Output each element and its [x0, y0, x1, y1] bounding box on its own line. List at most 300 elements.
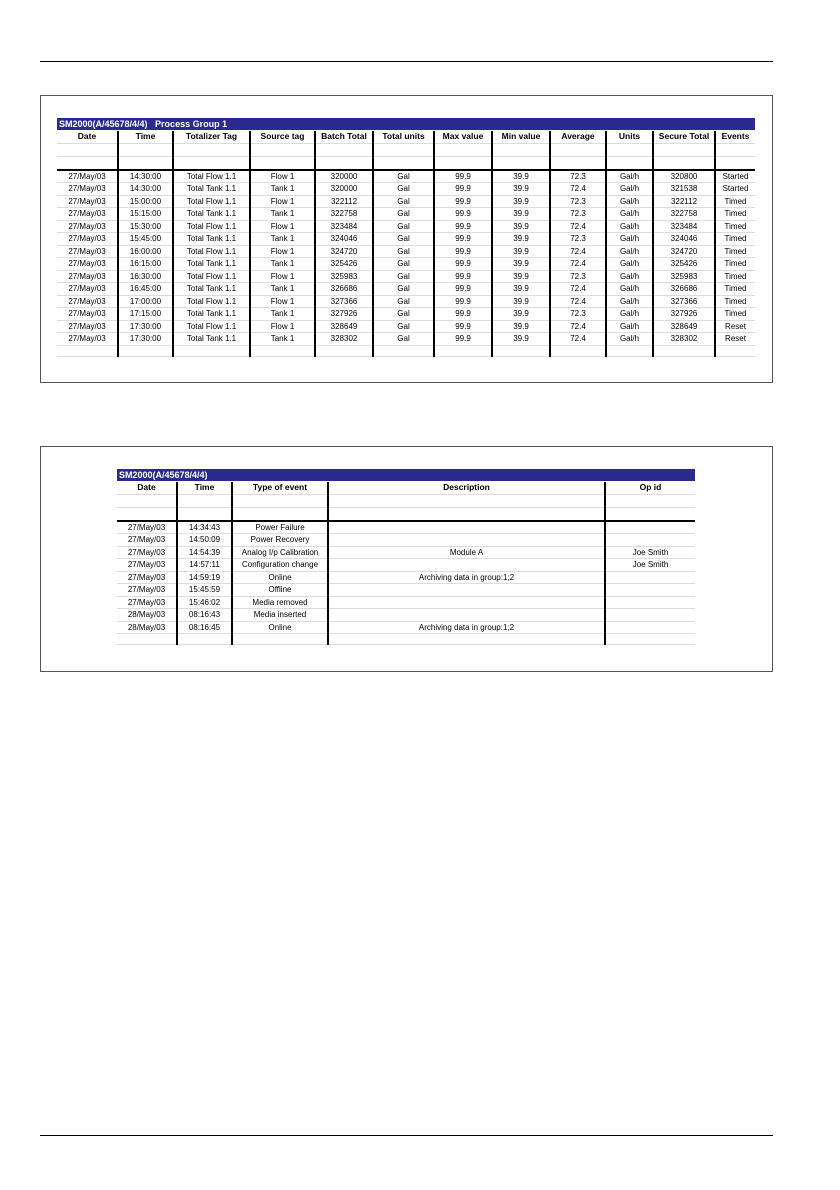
total-units-cell: Gal	[373, 333, 434, 346]
type-of-event-cell: Media removed	[232, 596, 328, 609]
units-cell: Gal/h	[606, 320, 653, 333]
events-cell: Started	[715, 183, 755, 196]
time-cell: 15:30:00	[118, 220, 173, 233]
events-cell: Timed	[715, 233, 755, 246]
empty-cell	[715, 156, 755, 170]
average-cell: 72.4	[550, 183, 606, 196]
empty-cell	[328, 507, 605, 521]
date-cell: 27/May/03	[57, 295, 118, 308]
time-cell: 14:59:19	[177, 571, 232, 584]
empty-cell	[118, 345, 173, 356]
date-cell: 27/May/03	[57, 220, 118, 233]
empty-cell	[117, 494, 177, 507]
time-cell: 14:57:11	[177, 559, 232, 572]
batch-total-cell: 324046	[315, 233, 373, 246]
empty-cell	[715, 345, 755, 356]
col-time-header: Time	[177, 482, 232, 494]
table-row	[117, 559, 695, 572]
units-cell: Gal/h	[606, 333, 653, 346]
batch-total-cell: 320000	[315, 170, 373, 183]
totalizer-tag-cell: Total Flow 1.1	[173, 170, 250, 183]
op-id-cell	[605, 584, 695, 597]
time-cell: 15:00:00	[118, 195, 173, 208]
description-cell	[328, 559, 605, 572]
empty-cell	[328, 634, 605, 645]
totalizer-tag-cell: Total Flow 1.1	[173, 245, 250, 258]
batch-total-cell: 327926	[315, 308, 373, 321]
time-cell: 16:00:00	[118, 245, 173, 258]
type-of-event-cell: Power Recovery	[232, 534, 328, 547]
total-units-cell: Gal	[373, 283, 434, 296]
date-cell: 27/May/03	[57, 333, 118, 346]
empty-cell	[606, 156, 653, 170]
secure-total-cell: 324046	[653, 233, 715, 246]
date-cell: 27/May/03	[117, 571, 177, 584]
source-tag-cell: Tank 1	[250, 283, 315, 296]
events-cell: Started	[715, 170, 755, 183]
empty-cell	[434, 156, 492, 170]
col-units-header: Units	[606, 131, 653, 143]
time-cell: 14:30:00	[118, 170, 173, 183]
time-cell: 16:45:00	[118, 283, 173, 296]
trailing-row	[117, 634, 695, 645]
totalizer-tag-cell: Total Flow 1.1	[173, 220, 250, 233]
secure-total-cell: 327366	[653, 295, 715, 308]
op-id-cell	[605, 571, 695, 584]
source-tag-cell: Flow 1	[250, 270, 315, 283]
empty-cell	[606, 345, 653, 356]
col-time-header: Time	[118, 131, 173, 143]
date-cell: 28/May/03	[117, 621, 177, 634]
empty-cell	[232, 507, 328, 521]
units-cell: Gal/h	[606, 308, 653, 321]
max-value-cell: 99.9	[434, 333, 492, 346]
events-cell: Timed	[715, 295, 755, 308]
max-value-cell: 99.9	[434, 295, 492, 308]
secure-total-cell: 328649	[653, 320, 715, 333]
total-units-cell: Gal	[373, 270, 434, 283]
totalizer-tag-cell: Total Tank 1.1	[173, 283, 250, 296]
max-value-cell: 99.9	[434, 220, 492, 233]
date-cell: 27/May/03	[57, 308, 118, 321]
trailing-row	[57, 345, 755, 356]
event-log-title: SM2000(A/45678/4/4)	[117, 469, 695, 481]
max-value-cell: 99.9	[434, 170, 492, 183]
type-of-event-cell: Configuration change	[232, 559, 328, 572]
source-tag-cell: Tank 1	[250, 258, 315, 271]
time-cell: 15:45:59	[177, 584, 232, 597]
event-log-body	[117, 494, 695, 645]
empty-cell	[315, 143, 373, 156]
op-id-cell	[605, 521, 695, 534]
batch-total-cell: 328302	[315, 333, 373, 346]
events-cell: Timed	[715, 308, 755, 321]
event-header-row	[117, 482, 695, 494]
date-cell: 27/May/03	[57, 320, 118, 333]
empty-cell	[315, 345, 373, 356]
average-cell: 72.4	[550, 258, 606, 271]
empty-cell	[550, 345, 606, 356]
min-value-cell: 39.9	[492, 208, 550, 221]
batch-total-cell: 327366	[315, 295, 373, 308]
max-value-cell: 99.9	[434, 270, 492, 283]
empty-cell	[57, 143, 118, 156]
blank-row	[117, 494, 695, 507]
total-units-cell: Gal	[373, 170, 434, 183]
table-row	[117, 609, 695, 622]
units-cell: Gal/h	[606, 195, 653, 208]
total-units-cell: Gal	[373, 245, 434, 258]
empty-cell	[177, 634, 232, 645]
totalizer-tag-cell: Total Flow 1.1	[173, 295, 250, 308]
date-cell: 27/May/03	[57, 258, 118, 271]
totalizer-log-figure	[40, 95, 773, 383]
events-cell: Timed	[715, 245, 755, 258]
max-value-cell: 99.9	[434, 283, 492, 296]
events-cell: Reset	[715, 333, 755, 346]
totalizer-log-table	[57, 131, 755, 357]
header-rule	[40, 61, 773, 62]
date-cell: 27/May/03	[57, 195, 118, 208]
empty-cell	[177, 507, 232, 521]
events-cell: Timed	[715, 208, 755, 221]
min-value-cell: 39.9	[492, 183, 550, 196]
col-date-header: Date	[117, 482, 177, 494]
units-cell: Gal/h	[606, 183, 653, 196]
footer-rule	[40, 1135, 773, 1136]
max-value-cell: 99.9	[434, 320, 492, 333]
empty-cell	[550, 156, 606, 170]
units-cell: Gal/h	[606, 258, 653, 271]
batch-total-cell: 324720	[315, 245, 373, 258]
totalizer-tag-cell: Total Tank 1.1	[173, 208, 250, 221]
min-value-cell: 39.9	[492, 258, 550, 271]
min-value-cell: 39.9	[492, 245, 550, 258]
max-value-cell: 99.9	[434, 245, 492, 258]
type-of-event-cell: Power Failure	[232, 521, 328, 534]
source-tag-cell: Flow 1	[250, 320, 315, 333]
empty-cell	[250, 156, 315, 170]
description-cell: Archiving data in group:1;2	[328, 621, 605, 634]
events-cell: Timed	[715, 270, 755, 283]
source-tag-cell: Tank 1	[250, 183, 315, 196]
col-secure-total-header: Secure Total	[653, 131, 715, 143]
units-cell: Gal/h	[606, 245, 653, 258]
table-row	[57, 245, 755, 258]
blank-row	[57, 143, 755, 156]
table-row	[57, 233, 755, 246]
average-cell: 72.3	[550, 195, 606, 208]
table-row	[57, 170, 755, 183]
min-value-cell: 39.9	[492, 333, 550, 346]
time-cell: 15:15:00	[118, 208, 173, 221]
average-cell: 72.4	[550, 245, 606, 258]
totalizer-tag-cell: Total Tank 1.1	[173, 258, 250, 271]
max-value-cell: 99.9	[434, 233, 492, 246]
table-row	[57, 195, 755, 208]
average-cell: 72.4	[550, 283, 606, 296]
empty-cell	[605, 494, 695, 507]
totalizer-tag-cell: Total Tank 1.1	[173, 183, 250, 196]
empty-cell	[653, 156, 715, 170]
col-average-header: Average	[550, 131, 606, 143]
time-cell: 15:45:00	[118, 233, 173, 246]
units-cell: Gal/h	[606, 283, 653, 296]
description-cell: Archiving data in group:1;2	[328, 571, 605, 584]
time-cell: 17:00:00	[118, 295, 173, 308]
op-id-cell: Joe Smith	[605, 546, 695, 559]
empty-cell	[373, 156, 434, 170]
average-cell: 72.4	[550, 333, 606, 346]
total-units-cell: Gal	[373, 195, 434, 208]
op-id-cell	[605, 534, 695, 547]
date-cell: 27/May/03	[57, 245, 118, 258]
totalizer-log-body	[57, 143, 755, 356]
type-of-event-cell: Online	[232, 621, 328, 634]
total-units-cell: Gal	[373, 208, 434, 221]
total-units-cell: Gal	[373, 308, 434, 321]
units-cell: Gal/h	[606, 233, 653, 246]
empty-cell	[492, 143, 550, 156]
min-value-cell: 39.9	[492, 270, 550, 283]
table-row	[57, 270, 755, 283]
min-value-cell: 39.9	[492, 233, 550, 246]
secure-total-cell: 327926	[653, 308, 715, 321]
secure-total-cell: 326686	[653, 283, 715, 296]
secure-total-cell: 321538	[653, 183, 715, 196]
type-of-event-cell: Analog I/p Calibration	[232, 546, 328, 559]
secure-total-cell: 324720	[653, 245, 715, 258]
empty-cell	[117, 507, 177, 521]
max-value-cell: 99.9	[434, 183, 492, 196]
average-cell: 72.3	[550, 270, 606, 283]
date-cell: 27/May/03	[57, 270, 118, 283]
event-log-table	[117, 482, 695, 645]
events-cell: Reset	[715, 320, 755, 333]
empty-cell	[434, 143, 492, 156]
table-row	[57, 320, 755, 333]
empty-cell	[715, 143, 755, 156]
blank-row	[57, 156, 755, 170]
table-row	[57, 183, 755, 196]
description-cell	[328, 584, 605, 597]
min-value-cell: 39.9	[492, 220, 550, 233]
average-cell: 72.3	[550, 308, 606, 321]
average-cell: 72.4	[550, 320, 606, 333]
max-value-cell: 99.9	[434, 208, 492, 221]
events-cell: Timed	[715, 220, 755, 233]
time-cell: 15:46:02	[177, 596, 232, 609]
time-cell: 08:16:43	[177, 609, 232, 622]
units-cell: Gal/h	[606, 208, 653, 221]
col-batch-total-header: Batch Total	[315, 131, 373, 143]
batch-total-cell: 322758	[315, 208, 373, 221]
empty-cell	[605, 507, 695, 521]
min-value-cell: 39.9	[492, 283, 550, 296]
min-value-cell: 39.9	[492, 308, 550, 321]
batch-total-cell: 322112	[315, 195, 373, 208]
table-row	[57, 258, 755, 271]
empty-cell	[250, 143, 315, 156]
col-op-id-header: Op id	[605, 482, 695, 494]
time-cell: 17:30:00	[118, 320, 173, 333]
totalizer-header-row	[57, 131, 755, 143]
events-cell: Timed	[715, 258, 755, 271]
totalizer-tag-cell: Total Tank 1.1	[173, 333, 250, 346]
col-source-tag-header: Source tag	[250, 131, 315, 143]
source-tag-cell: Flow 1	[250, 220, 315, 233]
description-cell	[328, 596, 605, 609]
source-tag-cell: Tank 1	[250, 208, 315, 221]
time-cell: 16:15:00	[118, 258, 173, 271]
empty-cell	[57, 345, 118, 356]
max-value-cell: 99.9	[434, 195, 492, 208]
totalizer-tag-cell: Total Tank 1.1	[173, 233, 250, 246]
op-id-cell	[605, 596, 695, 609]
op-id-cell	[605, 621, 695, 634]
date-cell: 27/May/03	[117, 534, 177, 547]
source-tag-cell: Flow 1	[250, 170, 315, 183]
blank-row	[117, 507, 695, 521]
date-cell: 27/May/03	[57, 170, 118, 183]
date-cell: 27/May/03	[57, 233, 118, 246]
time-cell: 14:30:00	[118, 183, 173, 196]
col-events-header: Events	[715, 131, 755, 143]
secure-total-cell: 323484	[653, 220, 715, 233]
total-units-cell: Gal	[373, 320, 434, 333]
empty-cell	[606, 143, 653, 156]
totalizer-tag-cell: Total Flow 1.1	[173, 195, 250, 208]
batch-total-cell: 326686	[315, 283, 373, 296]
date-cell: 27/May/03	[117, 584, 177, 597]
secure-total-cell: 320800	[653, 170, 715, 183]
date-cell: 27/May/03	[57, 208, 118, 221]
events-cell: Timed	[715, 195, 755, 208]
type-of-event-cell: Media inserted	[232, 609, 328, 622]
min-value-cell: 39.9	[492, 195, 550, 208]
col-total-units-header: Total units	[373, 131, 434, 143]
empty-cell	[492, 345, 550, 356]
max-value-cell: 99.9	[434, 308, 492, 321]
max-value-cell: 99.9	[434, 258, 492, 271]
description-cell: Module A	[328, 546, 605, 559]
empty-cell	[550, 143, 606, 156]
date-cell: 27/May/03	[57, 283, 118, 296]
col-totalizer-tag-header: Totalizer Tag	[173, 131, 250, 143]
source-tag-cell: Flow 1	[250, 195, 315, 208]
totalizer-tag-cell: Total Flow 1.1	[173, 320, 250, 333]
table-row	[57, 333, 755, 346]
table-row	[57, 308, 755, 321]
batch-total-cell: 323484	[315, 220, 373, 233]
batch-total-cell: 320000	[315, 183, 373, 196]
empty-cell	[177, 494, 232, 507]
batch-total-cell: 325983	[315, 270, 373, 283]
empty-cell	[434, 345, 492, 356]
min-value-cell: 39.9	[492, 320, 550, 333]
source-tag-cell: Tank 1	[250, 333, 315, 346]
units-cell: Gal/h	[606, 170, 653, 183]
empty-cell	[250, 345, 315, 356]
totalizer-tag-cell: Total Tank 1.1	[173, 308, 250, 321]
source-tag-cell: Tank 1	[250, 308, 315, 321]
col-description-header: Description	[328, 482, 605, 494]
empty-cell	[117, 634, 177, 645]
source-tag-cell: Flow 1	[250, 245, 315, 258]
time-cell: 14:54:39	[177, 546, 232, 559]
empty-cell	[173, 156, 250, 170]
secure-total-cell: 328302	[653, 333, 715, 346]
total-units-cell: Gal	[373, 233, 434, 246]
totalizer-tag-cell: Total Flow 1.1	[173, 270, 250, 283]
empty-cell	[605, 634, 695, 645]
average-cell: 72.3	[550, 208, 606, 221]
units-cell: Gal/h	[606, 270, 653, 283]
date-cell: 27/May/03	[117, 546, 177, 559]
col-max-value-header: Max value	[434, 131, 492, 143]
date-cell: 27/May/03	[117, 559, 177, 572]
secure-total-cell: 322112	[653, 195, 715, 208]
table-row	[57, 295, 755, 308]
table-row	[57, 208, 755, 221]
time-cell: 14:34:43	[177, 521, 232, 534]
empty-cell	[57, 156, 118, 170]
table-row	[57, 220, 755, 233]
empty-cell	[118, 143, 173, 156]
average-cell: 72.4	[550, 295, 606, 308]
source-tag-cell: Flow 1	[250, 295, 315, 308]
date-cell: 28/May/03	[117, 609, 177, 622]
time-cell: 17:30:00	[118, 333, 173, 346]
date-cell: 27/May/03	[117, 521, 177, 534]
units-cell: Gal/h	[606, 220, 653, 233]
events-cell: Timed	[715, 283, 755, 296]
table-row	[117, 521, 695, 534]
average-cell: 72.3	[550, 233, 606, 246]
table-row	[117, 596, 695, 609]
time-cell: 08:16:45	[177, 621, 232, 634]
col-date-header: Date	[57, 131, 118, 143]
totalizer-log-title: SM2000(A/45678/4/4) Process Group 1	[57, 118, 755, 130]
description-cell	[328, 534, 605, 547]
empty-cell	[653, 143, 715, 156]
empty-cell	[232, 494, 328, 507]
col-type-of-event-header: Type of event	[232, 482, 328, 494]
event-log-figure	[40, 446, 773, 672]
empty-cell	[653, 345, 715, 356]
empty-cell	[328, 494, 605, 507]
table-row	[117, 571, 695, 584]
time-cell: 14:50:09	[177, 534, 232, 547]
units-cell: Gal/h	[606, 295, 653, 308]
min-value-cell: 39.9	[492, 170, 550, 183]
secure-total-cell: 325426	[653, 258, 715, 271]
average-cell: 72.4	[550, 220, 606, 233]
source-tag-cell: Tank 1	[250, 233, 315, 246]
table-row	[117, 546, 695, 559]
secure-total-cell: 325983	[653, 270, 715, 283]
description-cell	[328, 521, 605, 534]
empty-cell	[492, 156, 550, 170]
min-value-cell: 39.9	[492, 295, 550, 308]
empty-cell	[315, 156, 373, 170]
average-cell: 72.3	[550, 170, 606, 183]
table-row	[117, 621, 695, 634]
time-cell: 16:30:00	[118, 270, 173, 283]
table-row	[117, 534, 695, 547]
secure-total-cell: 322758	[653, 208, 715, 221]
total-units-cell: Gal	[373, 220, 434, 233]
